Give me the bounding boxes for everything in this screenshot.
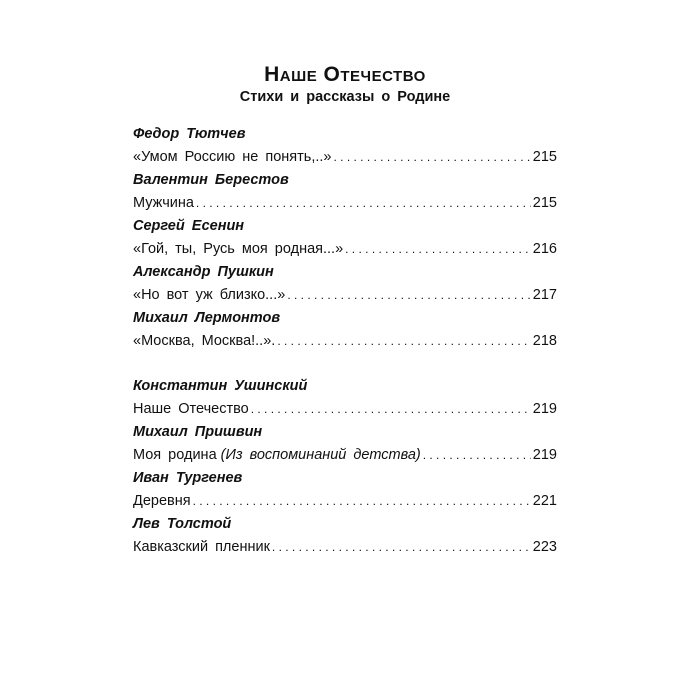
author-name: Иван Тургенев	[133, 470, 243, 486]
work-note: (Из воспоминаний детства)	[220, 447, 421, 463]
dot-leader	[277, 329, 530, 354]
toc-entry	[133, 514, 557, 560]
toc-entry	[133, 170, 557, 216]
toc-line	[133, 489, 557, 514]
author-name: Александр Пушкин	[133, 264, 274, 280]
toc-entry	[133, 262, 557, 308]
author-name: Константин Ушинский	[133, 378, 308, 394]
page-number: 219	[532, 401, 557, 417]
toc-entry	[133, 422, 557, 468]
toc-line	[133, 443, 557, 468]
page-number: 217	[532, 287, 557, 303]
dot-leader	[333, 145, 530, 170]
table-of-contents	[133, 62, 557, 560]
page-number: 223	[532, 539, 557, 555]
dot-leader	[423, 443, 531, 468]
dot-leader	[287, 283, 530, 308]
dot-leader	[196, 191, 531, 216]
toc-line	[133, 283, 557, 308]
author-name: Михаил Пришвин	[133, 424, 263, 440]
toc-line	[133, 535, 557, 560]
page-number: 216	[532, 241, 557, 257]
work-title: «Умом Россию не понять,..»	[133, 149, 332, 165]
toc-entry	[133, 124, 557, 170]
work-title: «Но вот уж близко...»	[133, 287, 286, 303]
work-title: Наше Отечество	[133, 401, 249, 417]
work-title: Кавказский пленник	[133, 539, 270, 555]
toc-line	[133, 397, 557, 422]
dot-leader	[272, 535, 531, 560]
dot-leader	[345, 237, 531, 262]
toc-entry	[133, 468, 557, 514]
toc-entry	[133, 376, 557, 422]
toc-line	[133, 237, 557, 262]
toc-group-poems	[133, 124, 557, 354]
section-subtitle: Стихи и рассказы о Родине	[239, 89, 451, 105]
toc-line	[133, 145, 557, 170]
toc-entry	[133, 216, 557, 262]
author-name: Сергей Есенин	[133, 218, 245, 234]
toc-group-stories	[133, 376, 557, 560]
toc-line	[133, 191, 557, 216]
work-title: Мужчина	[133, 195, 194, 211]
dot-leader	[193, 489, 531, 514]
work-title: Моя родина	[133, 447, 217, 463]
author-name: Валентин Берестов	[133, 172, 289, 188]
author-name: Федор Тютчев	[133, 126, 246, 142]
section-title: Наше Отечество	[264, 63, 426, 86]
author-name: Михаил Лермонтов	[133, 310, 281, 326]
toc-line	[133, 329, 557, 354]
page-number: 215	[532, 149, 557, 165]
work-title: Деревня	[133, 493, 191, 509]
work-title: «Гой, ты, Русь моя родная...»	[133, 241, 344, 257]
page-number: 218	[532, 333, 557, 349]
page-number: 219	[532, 447, 557, 463]
toc-entry	[133, 308, 557, 354]
author-name: Лев Толстой	[133, 516, 232, 532]
work-title: «Москва, Москва!..».	[133, 333, 276, 349]
page-number: 215	[532, 195, 557, 211]
page-number: 221	[532, 493, 557, 509]
dot-leader	[251, 397, 531, 422]
